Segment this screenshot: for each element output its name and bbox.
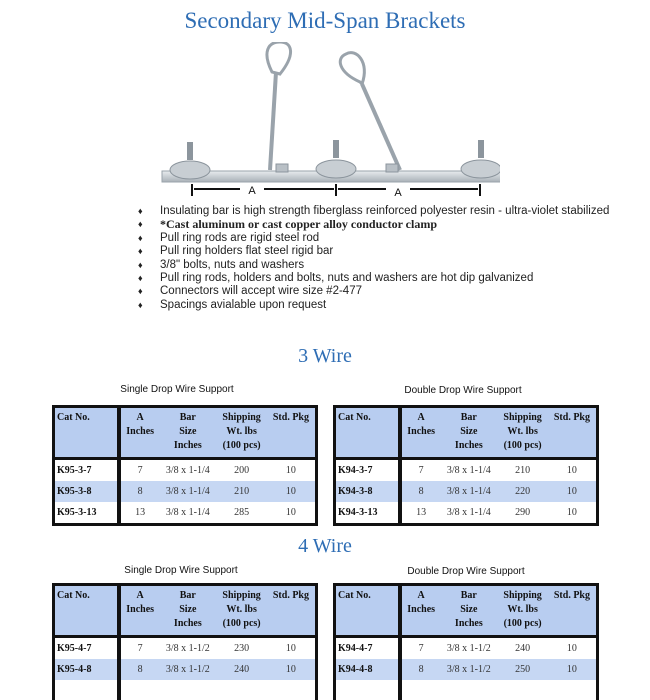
table-cell: 210 bbox=[515, 465, 531, 476]
table-cell: 10 bbox=[285, 507, 296, 518]
section-heading-4-wire: 4 Wire bbox=[298, 535, 352, 557]
feature-item bbox=[138, 299, 618, 312]
table-cell: 8 bbox=[400, 481, 440, 502]
table-cell: 3/8 x 1-1/4 bbox=[165, 507, 210, 518]
column-header: A Inches bbox=[119, 585, 159, 637]
table-cell: 7 bbox=[418, 465, 424, 476]
table-cell bbox=[216, 680, 267, 700]
table-cell: 3/8 x 1-1/4 bbox=[446, 507, 491, 518]
table-cell: 10 bbox=[566, 507, 577, 518]
pull-ring-icon bbox=[340, 53, 400, 170]
column-header: Shipping Wt. lbs (100 pcs) bbox=[497, 585, 548, 637]
table-cell: 8 bbox=[119, 481, 159, 502]
feature-item bbox=[138, 285, 618, 298]
table-cell: 10 bbox=[566, 465, 577, 476]
table-row-partial bbox=[54, 680, 317, 700]
column-header: Cat No. bbox=[54, 585, 120, 637]
table-cell: 3/8 x 1-1/4 bbox=[159, 481, 216, 502]
column-header: A Inches bbox=[119, 407, 159, 459]
table-row bbox=[335, 637, 598, 660]
table-cell: 3/8 x 1-1/2 bbox=[446, 643, 491, 654]
column-header: Shipping Wt. lbs (100 pcs) bbox=[216, 407, 267, 459]
column-header: Std. Pkg bbox=[267, 585, 317, 637]
table-cell: 3/8 x 1-1/2 bbox=[159, 659, 216, 680]
table-cell bbox=[335, 680, 401, 700]
table-cell: 8 bbox=[119, 659, 159, 680]
column-header: Bar Size Inches bbox=[159, 407, 216, 459]
table-row bbox=[54, 481, 317, 502]
table-cell: 3/8 x 1-1/2 bbox=[440, 659, 497, 680]
table-cell bbox=[548, 680, 598, 700]
spec-table-4-wire-double bbox=[333, 583, 599, 700]
table-header-row bbox=[335, 407, 598, 459]
table-row bbox=[54, 459, 317, 482]
column-header: Cat No. bbox=[54, 407, 120, 459]
column-header: A Inches bbox=[400, 585, 440, 637]
dimension-label-a: A bbox=[248, 185, 256, 197]
dimension-arrow bbox=[192, 184, 480, 196]
table-cell: 8 bbox=[400, 659, 440, 680]
table-cell: 240 bbox=[515, 643, 531, 654]
table-cell: 7 bbox=[137, 643, 143, 654]
table-cell: 10 bbox=[267, 659, 317, 680]
table-cell: 7 bbox=[418, 643, 424, 654]
table-row bbox=[54, 502, 317, 525]
table-header-row bbox=[335, 585, 598, 637]
page-title: Secondary Mid-Span Brackets bbox=[184, 8, 466, 33]
bullet-icon: ♦ bbox=[138, 206, 143, 216]
feature-text: Pull ring rods are rigid steel rod bbox=[160, 231, 320, 244]
bullet-icon: ♦ bbox=[138, 246, 143, 257]
table-caption: Double Drop Wire Support bbox=[404, 385, 522, 396]
feature-text: 3/8" bolts, nuts and washers bbox=[160, 258, 305, 271]
cat-no-cell: K94-3-8 bbox=[335, 481, 401, 502]
conductor-clamp-icon bbox=[461, 140, 500, 178]
spec-table-3-wire-single bbox=[52, 405, 318, 526]
feature-item bbox=[138, 205, 618, 218]
table-cell: 10 bbox=[548, 481, 598, 502]
table-caption: Single Drop Wire Support bbox=[124, 565, 238, 576]
cat-no-cell: K95-3-13 bbox=[54, 502, 120, 525]
product-image bbox=[150, 42, 500, 202]
table-cell: 240 bbox=[216, 659, 267, 680]
bullet-icon: ♦ bbox=[138, 219, 143, 230]
column-header: Std. Pkg bbox=[548, 585, 598, 637]
bullet-icon: ♦ bbox=[138, 273, 143, 284]
column-header: Shipping Wt. lbs (100 pcs) bbox=[497, 407, 548, 459]
feature-text: Connectors will accept wire size #2-477 bbox=[160, 285, 362, 298]
table-cell: 10 bbox=[267, 481, 317, 502]
column-header: Bar Size Inches bbox=[440, 407, 497, 459]
feature-text: Insulating bar is high strength fiberglass reinforced polyester resin - ultra-violet stabilized bbox=[160, 205, 610, 217]
table-row bbox=[54, 659, 317, 680]
column-header: A Inches bbox=[400, 407, 440, 459]
table-row bbox=[54, 637, 317, 660]
bullet-icon: ♦ bbox=[138, 286, 143, 297]
cat-no-cell: K94-3-7 bbox=[335, 459, 401, 482]
feature-item bbox=[138, 272, 618, 285]
dimension-label-a: A bbox=[394, 187, 402, 199]
table-header-row bbox=[54, 585, 317, 637]
table-cell: 13 bbox=[135, 507, 146, 518]
table-row bbox=[335, 459, 598, 482]
table-cell bbox=[440, 680, 497, 700]
column-header: Std. Pkg bbox=[267, 407, 317, 459]
table-row bbox=[335, 481, 598, 502]
column-header: Cat No. bbox=[335, 407, 401, 459]
table-caption: Single Drop Wire Support bbox=[120, 384, 234, 395]
table-row-partial bbox=[335, 680, 598, 700]
table-cell: 3/8 x 1-1/4 bbox=[440, 481, 497, 502]
table-row bbox=[335, 502, 598, 525]
table-caption: Double Drop Wire Support bbox=[407, 566, 525, 577]
table-cell: 3/8 x 1-1/4 bbox=[165, 465, 210, 476]
feature-item bbox=[138, 218, 618, 231]
cat-no-cell: K95-4-7 bbox=[54, 637, 120, 660]
table-cell: 10 bbox=[285, 643, 296, 654]
column-header: Bar Size Inches bbox=[440, 585, 497, 637]
table-cell: 13 bbox=[416, 507, 427, 518]
table-cell: 3/8 x 1-1/2 bbox=[165, 643, 210, 654]
column-header: Cat No. bbox=[335, 585, 401, 637]
feature-text: Pull ring rods, holders and bolts, nuts and washers are hot dip galvanized bbox=[160, 272, 534, 285]
cat-no-cell: K94-4-8 bbox=[335, 659, 401, 680]
table-cell bbox=[159, 680, 216, 700]
table-cell: 250 bbox=[497, 659, 548, 680]
cat-no-cell: K94-3-13 bbox=[335, 502, 401, 525]
table-cell: 290 bbox=[515, 507, 531, 518]
pull-ring-icon bbox=[267, 42, 291, 170]
table-cell: 7 bbox=[137, 465, 143, 476]
spec-table-4-wire-single bbox=[52, 583, 318, 700]
section-heading-3-wire: 3 Wire bbox=[298, 345, 352, 367]
conductor-clamp-icon bbox=[170, 142, 210, 179]
table-cell: 220 bbox=[497, 481, 548, 502]
table-cell bbox=[497, 680, 548, 700]
table-row bbox=[335, 659, 598, 680]
cat-no-cell: K95-4-8 bbox=[54, 659, 120, 680]
cat-no-cell: K95-3-7 bbox=[54, 459, 120, 482]
bullet-icon: ♦ bbox=[138, 299, 143, 310]
cat-no-cell: K94-4-7 bbox=[335, 637, 401, 660]
table-cell: 10 bbox=[548, 659, 598, 680]
table-cell bbox=[119, 680, 159, 700]
column-header: Shipping Wt. lbs (100 pcs) bbox=[216, 585, 267, 637]
table-cell bbox=[400, 680, 440, 700]
spec-table-3-wire-double bbox=[333, 405, 599, 526]
feature-text: Spacings avialable upon request bbox=[160, 298, 327, 311]
feature-list bbox=[138, 205, 618, 312]
feature-item bbox=[138, 245, 618, 258]
feature-item bbox=[138, 232, 618, 245]
column-header: Std. Pkg bbox=[548, 407, 598, 459]
feature-text: *Cast aluminum or cast copper alloy conductor clamp bbox=[160, 217, 438, 232]
table-cell: 10 bbox=[285, 465, 296, 476]
column-header: Bar Size Inches bbox=[159, 585, 216, 637]
feature-item bbox=[138, 259, 618, 272]
table-cell: 10 bbox=[566, 643, 577, 654]
table-cell bbox=[267, 680, 317, 700]
bullet-icon: ♦ bbox=[138, 259, 143, 270]
table-cell bbox=[54, 680, 120, 700]
conductor-clamp-icon bbox=[316, 140, 356, 178]
table-cell: 200 bbox=[234, 465, 250, 476]
table-header-row bbox=[54, 407, 317, 459]
feature-text: Pull ring holders flat steel rigid bar bbox=[160, 245, 334, 258]
table-cell: 210 bbox=[216, 481, 267, 502]
table-cell: 3/8 x 1-1/4 bbox=[446, 465, 491, 476]
cat-no-cell: K95-3-8 bbox=[54, 481, 120, 502]
bullet-icon: ♦ bbox=[138, 232, 143, 243]
table-cell: 285 bbox=[234, 507, 250, 518]
table-cell: 230 bbox=[234, 643, 250, 654]
